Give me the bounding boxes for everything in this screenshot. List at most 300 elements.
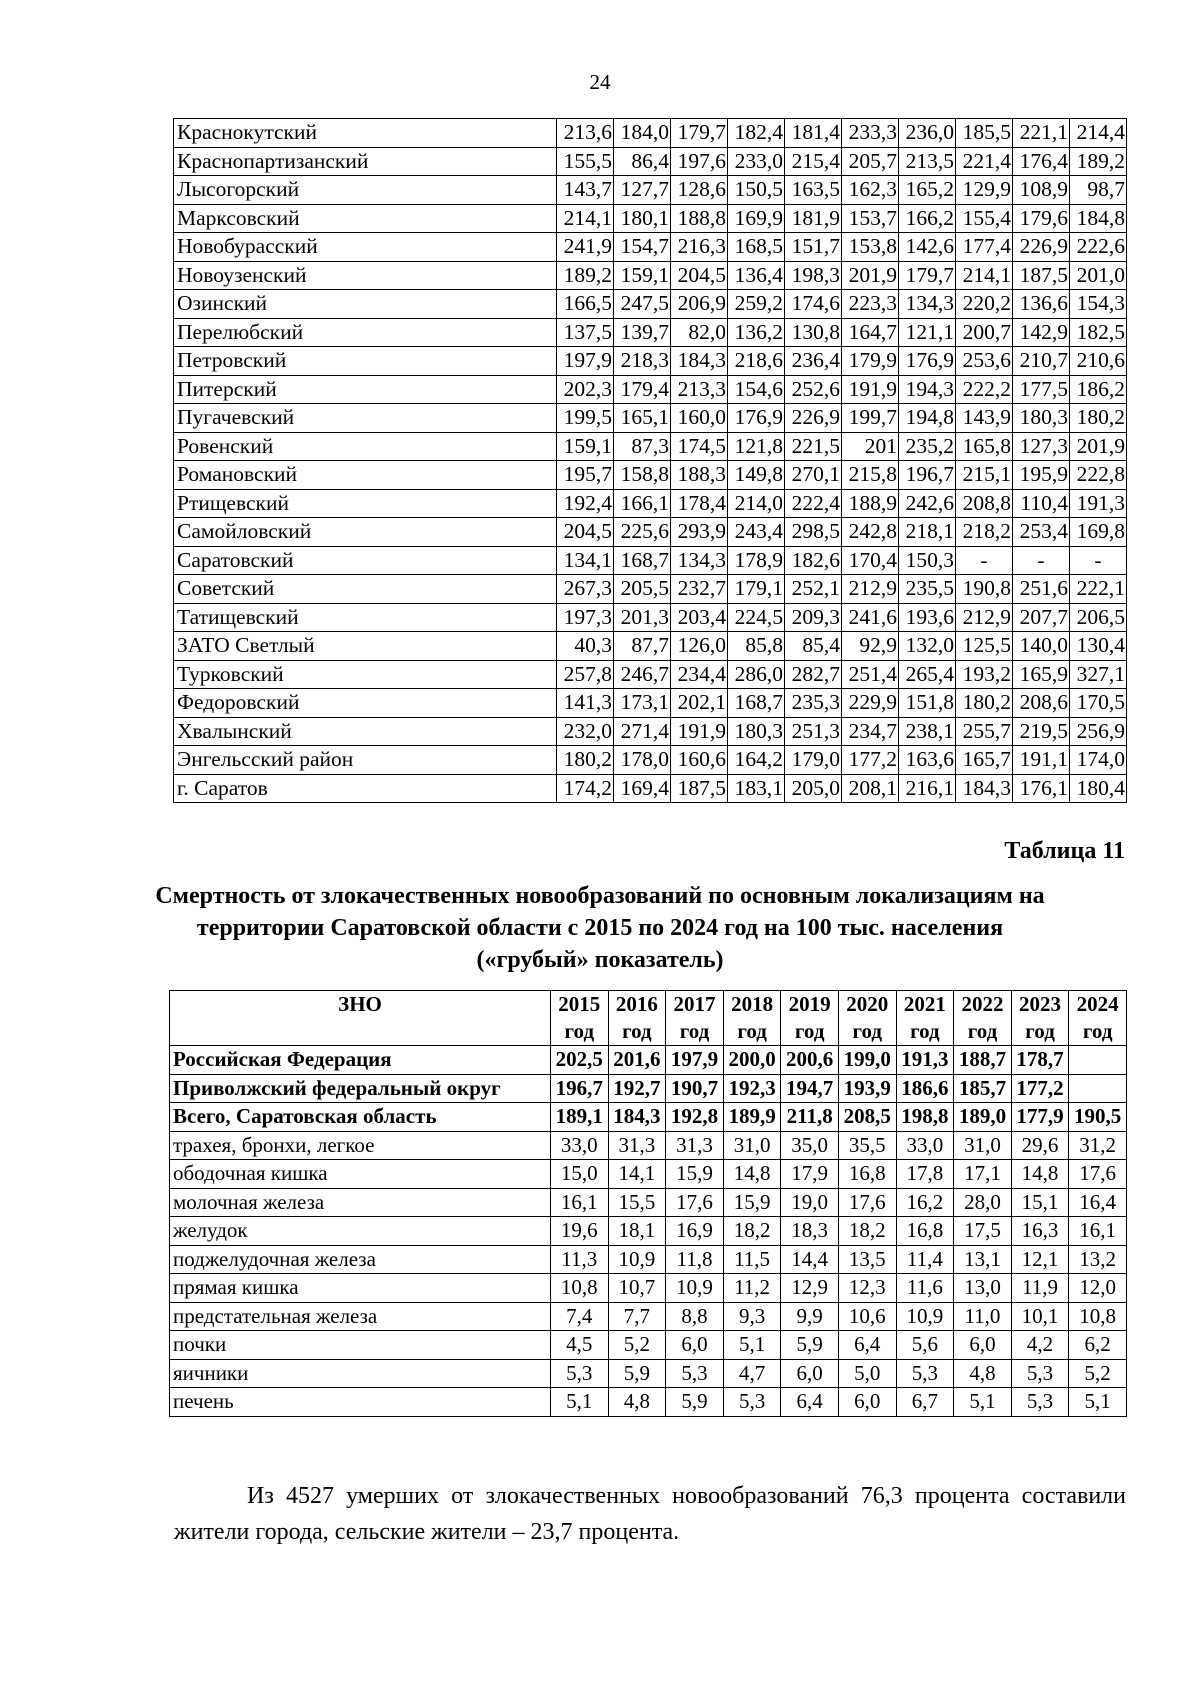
year-suffix: год [910, 1019, 940, 1043]
district-value: 195,9 [1013, 461, 1070, 490]
localization-value: 6,0 [781, 1359, 839, 1388]
district-value: 212,9 [842, 575, 899, 604]
table-number: Таблица 11 [1004, 838, 1125, 864]
district-value: 267,3 [557, 575, 614, 604]
district-value: 134,1 [557, 546, 614, 575]
district-value: 191,1 [1013, 746, 1070, 775]
district-value: 181,9 [785, 204, 842, 233]
district-value: 219,5 [1013, 717, 1070, 746]
localization-label: трахея, бронхи, легкое [170, 1131, 551, 1160]
table-row [170, 1245, 1127, 1274]
localization-value: 14,8 [723, 1160, 781, 1189]
localization-value: 5,6 [896, 1331, 954, 1360]
localization-value: 5,3 [896, 1359, 954, 1388]
localization-value: 192,3 [723, 1074, 781, 1103]
district-value: 186,2 [1070, 375, 1127, 404]
district-value: 206,9 [671, 290, 728, 319]
localization-value: 10,1 [1011, 1302, 1069, 1331]
district-value: 173,1 [614, 689, 671, 718]
district-value: 184,3 [671, 347, 728, 376]
district-value: 190,8 [956, 575, 1013, 604]
table-row [174, 518, 1127, 547]
localization-value: 17,5 [954, 1217, 1012, 1246]
district-value: 265,4 [899, 660, 956, 689]
district-value: 170,5 [1070, 689, 1127, 718]
district-value: 298,5 [785, 518, 842, 547]
localization-label: Российская Федерация [170, 1046, 551, 1075]
district-value: 216,3 [671, 233, 728, 262]
table-row [174, 546, 1127, 575]
localization-value: 192,7 [608, 1074, 666, 1103]
district-value: 222,8 [1070, 461, 1127, 490]
table-row [174, 204, 1127, 233]
district-value: 197,3 [557, 603, 614, 632]
district-value: 139,7 [614, 318, 671, 347]
district-value: 142,9 [1013, 318, 1070, 347]
district-value: 177,2 [842, 746, 899, 775]
localization-value: 201,6 [608, 1046, 666, 1075]
district-value: 168,7 [728, 689, 785, 718]
district-value: 214,1 [956, 261, 1013, 290]
localization-value: 17,1 [954, 1160, 1012, 1189]
district-value: 86,4 [614, 147, 671, 176]
year-suffix: год [1025, 1019, 1055, 1043]
localization-value: 6,0 [666, 1331, 724, 1360]
body-paragraph: Из 4527 умерших от злокачественных новообразований 76,3 процента составили жители города, сельские жители – 23,7 процента. [174, 1483, 1126, 1545]
district-value: 150,5 [728, 176, 785, 205]
district-value: 174,6 [785, 290, 842, 319]
localization-value: 17,6 [666, 1188, 724, 1217]
localization-value: 190,7 [666, 1074, 724, 1103]
localization-value: 5,9 [608, 1359, 666, 1388]
district-value: 134,3 [671, 546, 728, 575]
localization-value: 177,9 [1011, 1103, 1069, 1132]
localization-value: 11,2 [723, 1274, 781, 1303]
district-value: 169,9 [728, 204, 785, 233]
localization-value: 5,0 [838, 1359, 896, 1388]
localization-value: 6,7 [896, 1388, 954, 1417]
district-value: 180,4 [1070, 774, 1127, 803]
district-value: 165,9 [1013, 660, 1070, 689]
district-value: 169,4 [614, 774, 671, 803]
district-value: 189,2 [1070, 147, 1127, 176]
district-value: 168,5 [728, 233, 785, 262]
district-value: 242,6 [899, 489, 956, 518]
district-value: 224,5 [728, 603, 785, 632]
localization-value [1069, 1046, 1127, 1075]
localization-value: 5,1 [551, 1388, 609, 1417]
district-value: 252,1 [785, 575, 842, 604]
district-name: Перелюбский [174, 318, 557, 347]
district-value: 174,5 [671, 432, 728, 461]
district-value: 232,7 [671, 575, 728, 604]
localization-value: 5,1 [1069, 1388, 1127, 1417]
localization-value: 198,8 [896, 1103, 954, 1132]
localization-value: 6,2 [1069, 1331, 1127, 1360]
localization-value: 11,6 [896, 1274, 954, 1303]
localization-value: 9,9 [781, 1302, 839, 1331]
district-value: 247,5 [614, 290, 671, 319]
table-row [174, 489, 1127, 518]
table-row [170, 1274, 1127, 1303]
localization-value: 17,6 [1069, 1160, 1127, 1189]
district-value: 137,5 [557, 318, 614, 347]
district-value: 143,7 [557, 176, 614, 205]
district-value: 192,4 [557, 489, 614, 518]
district-value: 221,4 [956, 147, 1013, 176]
district-value: 180,2 [956, 689, 1013, 718]
district-value: 182,4 [728, 119, 785, 148]
district-value: 140,0 [1013, 632, 1070, 661]
district-value: 199,7 [842, 404, 899, 433]
district-value: 92,9 [842, 632, 899, 661]
table-row [174, 347, 1127, 376]
district-value: 327,1 [1070, 660, 1127, 689]
localization-value: 10,8 [1069, 1302, 1127, 1331]
localization-value: 11,5 [723, 1245, 781, 1274]
localization-value: 197,9 [666, 1046, 724, 1075]
localization-value: 199,0 [838, 1046, 896, 1075]
district-value: 226,9 [785, 404, 842, 433]
district-value: 176,4 [1013, 147, 1070, 176]
table-row [170, 1188, 1127, 1217]
district-value: 236,4 [785, 347, 842, 376]
localization-value: 10,9 [666, 1274, 724, 1303]
district-value: 214,1 [557, 204, 614, 233]
district-value: 233,3 [842, 119, 899, 148]
localization-value: 211,8 [781, 1103, 839, 1132]
district-value: 208,8 [956, 489, 1013, 518]
localization-value: 5,2 [608, 1331, 666, 1360]
table-row [170, 1217, 1127, 1246]
localization-label: молочная железа [170, 1188, 551, 1217]
district-value: 182,6 [785, 546, 842, 575]
table-row [174, 261, 1127, 290]
district-value: 151,8 [899, 689, 956, 718]
localization-label: желудок [170, 1217, 551, 1246]
year-label: 2023 [1019, 992, 1062, 1016]
district-value: 271,4 [614, 717, 671, 746]
district-value: 158,8 [614, 461, 671, 490]
year-suffix: год [967, 1019, 998, 1043]
localization-value: 178,7 [1011, 1046, 1069, 1075]
localization-value: 31,0 [954, 1131, 1012, 1160]
district-name: Романовский [174, 461, 557, 490]
table-row [174, 660, 1127, 689]
district-value: 218,2 [956, 518, 1013, 547]
district-value: 154,7 [614, 233, 671, 262]
year-suffix: год [852, 1019, 883, 1043]
district-value: 168,7 [614, 546, 671, 575]
district-value: 160,0 [671, 404, 728, 433]
table-row [170, 1103, 1127, 1132]
district-value: 166,2 [899, 204, 956, 233]
localization-value: 13,0 [954, 1274, 1012, 1303]
table-row [174, 689, 1127, 718]
district-value: 179,6 [1013, 204, 1070, 233]
district-value: 215,1 [956, 461, 1013, 490]
header-year [551, 991, 609, 1046]
localization-value: 13,2 [1069, 1245, 1127, 1274]
district-value: 180,2 [1070, 404, 1127, 433]
localization-value: 12,9 [781, 1274, 839, 1303]
district-value: 238,1 [899, 717, 956, 746]
district-value: 176,1 [1013, 774, 1070, 803]
localization-value: 16,9 [666, 1217, 724, 1246]
localization-value [1069, 1074, 1127, 1103]
district-value: 163,6 [899, 746, 956, 775]
district-value: 187,5 [671, 774, 728, 803]
district-value: 251,6 [1013, 575, 1070, 604]
district-name: Питерский [174, 375, 557, 404]
header-year [1069, 991, 1127, 1046]
localization-value: 31,0 [723, 1131, 781, 1160]
district-value: 233,0 [728, 147, 785, 176]
district-value: 255,7 [956, 717, 1013, 746]
year-label: 2022 [961, 992, 1004, 1016]
district-name: Турковский [174, 660, 557, 689]
localization-value: 17,6 [838, 1188, 896, 1217]
table-row [170, 1160, 1127, 1189]
district-name: г. Саратов [174, 774, 557, 803]
district-value: 223,3 [842, 290, 899, 319]
localization-value: 16,3 [1011, 1217, 1069, 1246]
district-value: 184,8 [1070, 204, 1127, 233]
localization-label: яичники [170, 1359, 551, 1388]
district-value: 205,7 [842, 147, 899, 176]
district-value: 236,0 [899, 119, 956, 148]
header-year [781, 991, 839, 1046]
district-name: Новобурасский [174, 233, 557, 262]
district-value: 213,6 [557, 119, 614, 148]
district-value: 194,8 [899, 404, 956, 433]
localization-value: 19,6 [551, 1217, 609, 1246]
localization-value: 12,3 [838, 1274, 896, 1303]
year-label: 2018 [731, 992, 774, 1016]
district-value: 232,0 [557, 717, 614, 746]
district-value: 201,9 [842, 261, 899, 290]
year-suffix: год [679, 1019, 710, 1043]
localization-value: 6,4 [781, 1388, 839, 1417]
district-name: Ровенский [174, 432, 557, 461]
localization-value: 11,4 [896, 1245, 954, 1274]
district-value: 241,9 [557, 233, 614, 262]
district-value: 179,9 [842, 347, 899, 376]
year-suffix: год [737, 1019, 767, 1043]
localization-value: 10,6 [838, 1302, 896, 1331]
district-value: 183,1 [728, 774, 785, 803]
district-value: 209,3 [785, 603, 842, 632]
localization-value: 189,1 [551, 1103, 609, 1132]
district-value: 127,3 [1013, 432, 1070, 461]
district-value: 169,8 [1070, 518, 1127, 547]
localization-value: 15,9 [723, 1188, 781, 1217]
localization-value: 193,9 [838, 1074, 896, 1103]
page-number: 24 [589, 70, 611, 94]
district-value: 174,0 [1070, 746, 1127, 775]
year-label: 2016 [615, 992, 658, 1016]
localization-value: 208,5 [838, 1103, 896, 1132]
district-name: Самойловский [174, 518, 557, 547]
localization-value: 14,8 [1011, 1160, 1069, 1189]
district-value: 130,8 [785, 318, 842, 347]
district-name: Краснокутский [174, 119, 557, 148]
district-value: 241,6 [842, 603, 899, 632]
localization-value: 184,3 [608, 1103, 666, 1132]
district-value: 235,2 [899, 432, 956, 461]
table-row [170, 1388, 1127, 1417]
table-row [174, 632, 1127, 661]
district-value: 150,3 [899, 546, 956, 575]
district-value: 207,7 [1013, 603, 1070, 632]
localization-value: 11,8 [666, 1245, 724, 1274]
localization-value: 12,1 [1011, 1245, 1069, 1274]
localization-value: 28,0 [954, 1188, 1012, 1217]
localization-value: 185,7 [954, 1074, 1012, 1103]
district-value: 184,3 [956, 774, 1013, 803]
district-value: 188,8 [671, 204, 728, 233]
district-name: Новоузенский [174, 261, 557, 290]
district-value: 132,0 [899, 632, 956, 661]
table-row [174, 119, 1127, 148]
localization-value: 9,3 [723, 1302, 781, 1331]
district-value: 98,7 [1070, 176, 1127, 205]
district-value: 166,1 [614, 489, 671, 518]
localization-value: 7,7 [608, 1302, 666, 1331]
district-value: 256,9 [1070, 717, 1127, 746]
district-value: 85,8 [728, 632, 785, 661]
district-value: 208,1 [842, 774, 899, 803]
localization-value: 200,0 [723, 1046, 781, 1075]
header-year [666, 991, 724, 1046]
district-value: 218,1 [899, 518, 956, 547]
table-title: Смертность от злокачественных новообразований по основным локализациям на территории Саратовской области с 2015 по 2024 год на 100 тыс. населения («грубый» показатель) [155, 883, 1045, 973]
localization-label: ободочная кишка [170, 1160, 551, 1189]
table-row [174, 233, 1127, 262]
localization-value: 35,0 [781, 1131, 839, 1160]
localization-value: 188,7 [954, 1046, 1012, 1075]
district-value: 201,9 [1070, 432, 1127, 461]
district-value: 251,4 [842, 660, 899, 689]
district-value: 142,6 [899, 233, 956, 262]
header-year [838, 991, 896, 1046]
district-value: 136,2 [728, 318, 785, 347]
district-value: 129,9 [956, 176, 1013, 205]
localization-value: 8,8 [666, 1302, 724, 1331]
district-value: 180,1 [614, 204, 671, 233]
district-value: 229,9 [842, 689, 899, 718]
district-value: 180,2 [557, 746, 614, 775]
district-value: 253,6 [956, 347, 1013, 376]
district-mortality-table [173, 118, 1127, 803]
district-value: 253,4 [1013, 518, 1070, 547]
district-value: 185,5 [956, 119, 1013, 148]
table-row [174, 176, 1127, 205]
district-value: 170,4 [842, 546, 899, 575]
table-row [174, 746, 1127, 775]
localization-value: 31,2 [1069, 1131, 1127, 1160]
header-year [1011, 991, 1069, 1046]
district-value: 177,5 [1013, 375, 1070, 404]
localization-value: 31,3 [608, 1131, 666, 1160]
district-value: 163,5 [785, 176, 842, 205]
district-name: Федоровский [174, 689, 557, 718]
district-value: 216,1 [899, 774, 956, 803]
district-value: 225,6 [614, 518, 671, 547]
localization-value: 17,8 [896, 1160, 954, 1189]
table-row [174, 774, 1127, 803]
localization-value: 189,9 [723, 1103, 781, 1132]
district-value: 199,5 [557, 404, 614, 433]
district-name: Пугачевский [174, 404, 557, 433]
district-name: Озинский [174, 290, 557, 319]
district-value: 202,3 [557, 375, 614, 404]
localization-value: 5,2 [1069, 1359, 1127, 1388]
year-label: 2015 [558, 992, 601, 1016]
district-name: Саратовский [174, 546, 557, 575]
district-value: 153,8 [842, 233, 899, 262]
district-value: 212,9 [956, 603, 1013, 632]
district-name: Татищевский [174, 603, 557, 632]
localization-value: 18,3 [781, 1217, 839, 1246]
district-value: 187,5 [1013, 261, 1070, 290]
localization-value: 13,1 [954, 1245, 1012, 1274]
district-value: 154,6 [728, 375, 785, 404]
table-row [170, 1359, 1127, 1388]
district-value: 165,7 [956, 746, 1013, 775]
district-value: 213,3 [671, 375, 728, 404]
localization-value: 194,7 [781, 1074, 839, 1103]
district-value: 180,3 [1013, 404, 1070, 433]
table-row [174, 290, 1127, 319]
district-value: 130,4 [1070, 632, 1127, 661]
district-value: 257,8 [557, 660, 614, 689]
district-value: 164,7 [842, 318, 899, 347]
district-value: 165,1 [614, 404, 671, 433]
localization-value: 5,3 [666, 1359, 724, 1388]
table-row [170, 1131, 1127, 1160]
district-value: 162,3 [842, 176, 899, 205]
district-value: 188,3 [671, 461, 728, 490]
district-value: 159,1 [614, 261, 671, 290]
table-row [170, 1074, 1127, 1103]
localization-value: 15,0 [551, 1160, 609, 1189]
district-value: 210,6 [1070, 347, 1127, 376]
district-value: 110,4 [1013, 489, 1070, 518]
localization-value: 16,4 [1069, 1188, 1127, 1217]
district-value: 160,6 [671, 746, 728, 775]
localization-value: 5,3 [1011, 1359, 1069, 1388]
table-row [174, 461, 1127, 490]
district-value: 201,0 [1070, 261, 1127, 290]
district-value: 222,1 [1070, 575, 1127, 604]
district-value: 82,0 [671, 318, 728, 347]
district-value: 243,4 [728, 518, 785, 547]
localization-value: 6,0 [954, 1331, 1012, 1360]
district-value: 220,2 [956, 290, 1013, 319]
header-year [608, 991, 666, 1046]
district-value: 198,3 [785, 261, 842, 290]
district-value: 149,8 [728, 461, 785, 490]
district-value: 136,4 [728, 261, 785, 290]
district-value: 259,2 [728, 290, 785, 319]
localization-value: 4,8 [954, 1359, 1012, 1388]
localization-value: 196,7 [551, 1074, 609, 1103]
district-value: 179,7 [671, 119, 728, 148]
district-value: 85,4 [785, 632, 842, 661]
district-value: - [956, 546, 1013, 575]
year-suffix: год [564, 1019, 595, 1043]
